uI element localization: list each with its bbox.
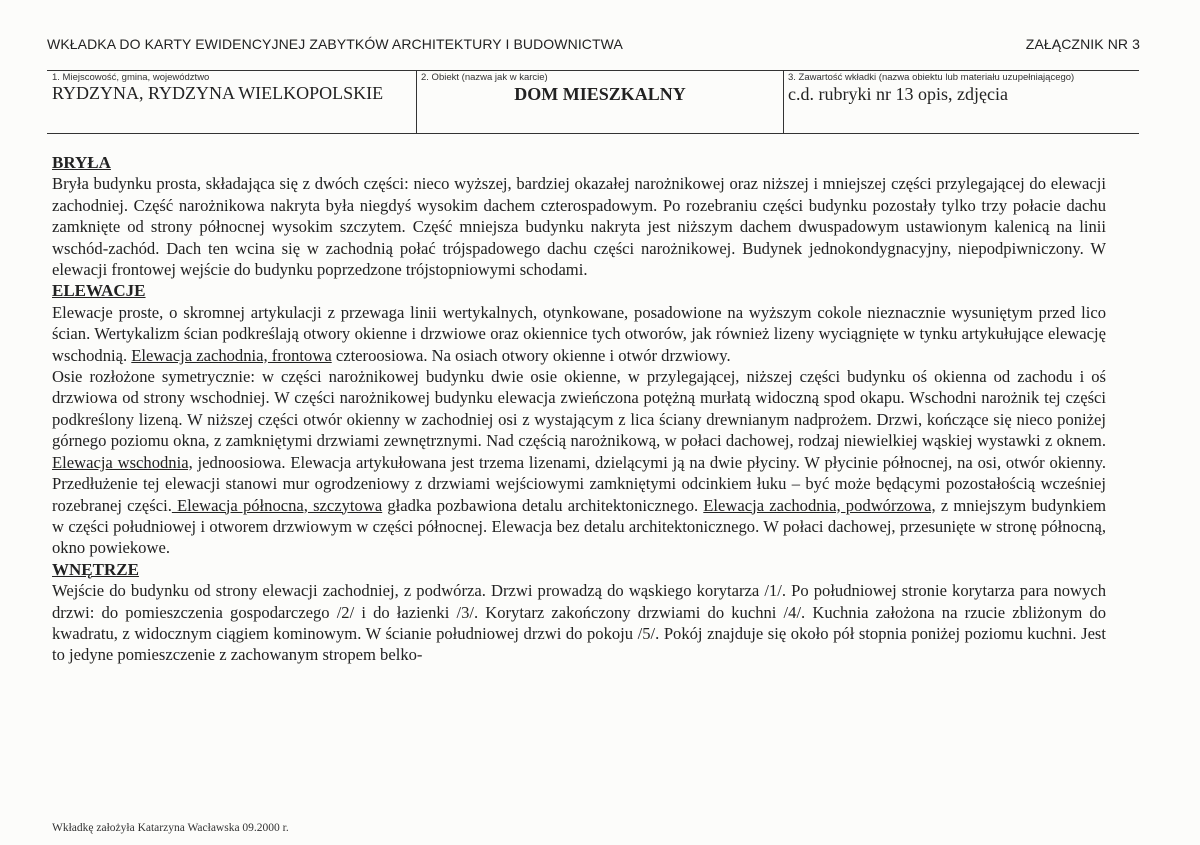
- elewacje-paragraph-2: [52, 366, 1106, 559]
- description-body: [52, 152, 1106, 666]
- underlined-term: Elewacja zachodnia, podwórzowa,: [703, 495, 936, 515]
- elewacje-paragraph-1: [52, 302, 1106, 366]
- content-label: 3. Zawartość wkładki (nazwa obiektu lub materiału uzupełniającego): [788, 72, 1075, 83]
- form-bottom-rule: [47, 133, 1139, 134]
- text-run: jednoosiowa. Elewacja artykułowana jest trzema lizenami, dzielącymi ją na dwie płyciny. W płycinie północnej, na osi, otwór okienny. Przedłużenie tej elewacji stanowi mur ogrodzeniowy z drzwiami wejściowymi zamkniętymi odcinkiem łuku – być może będącymi pozostałością wcześniej rozebranej części.: [52, 452, 1106, 515]
- object-value: DOM MIESZKALNY: [514, 84, 686, 104]
- location-value: RYDZYNA, RYDZYNA WIELKOPOLSKIE: [52, 83, 384, 103]
- text-run: czteroosiowa. Na osiach otwory okienne i otwór drzwiowy.: [331, 345, 731, 365]
- object-field: [421, 72, 779, 105]
- section-heading-elewacje: ELEWACJE: [52, 281, 146, 301]
- location-field: [52, 72, 412, 104]
- text-run: Elewacje proste, o skromnej artykulacji z przewaga linii wertykalnych, otynkowane, posadowione na wyższym cokole nieznacznie wysuniętym przed lico ścian. Wertykalizm ścian podkreślają otwory okienne i drzwiowe oraz okiennice tych otworów, jak również lizeny wyciągnięte w tynku artykułujące elewację wschodnią.: [52, 302, 1106, 365]
- form-divider-2: [783, 71, 784, 133]
- underlined-term: Elewacja zachodnia, frontowa: [131, 345, 332, 365]
- author-footer: Wkładkę założyła Katarzyna Wacławska 09.2000 r.: [52, 822, 289, 834]
- underlined-term: Elewacja wschodnia,: [52, 452, 193, 472]
- underlined-term: Elewacja północna, szczytowa: [171, 495, 383, 515]
- text-run: gładka pozbawiona detalu architektonicznego.: [382, 495, 704, 515]
- document-title: WKŁADKA DO KARTY EWIDENCYJNEJ ZABYTKÓW ARCHITEKTURY I BUDOWNICTWA: [47, 36, 623, 52]
- content-field: [788, 72, 1140, 105]
- location-label: 1. Miejscowość, gmina, województwo: [52, 72, 210, 83]
- form-top-rule: [47, 70, 1139, 71]
- annex-number: ZAŁĄCZNIK NR 3: [1025, 36, 1140, 52]
- form-divider-1: [416, 71, 417, 133]
- text-run: Osie rozłożone symetrycznie: w części narożnikowej budynku dwie osie okienne, w przylegającej, niższej części budynku oś okienna od zachodu i oś drzwiowa od strony wschodniej. W części narożnikowej budynku elewacja zwieńczona potężną murłatą widoczną spod okapu. Wschodni narożnik tej części podkreślony lizeną. W niższej części otwór okienny w zachodniej osi z wystającym z lica ściany drewnianym nadprożem. Drzwi, kończące się nieco poniżej górnego poziomu okna, z zamkniętymi drzwiami zewnętrznymi. Nad częścią narożnikową, w połaci dachowej, rodzaj niewielkiej wąskiej wystawki z oknem.: [52, 367, 1106, 451]
- section-heading-bryla: BRYŁA: [52, 153, 111, 172]
- text-run: z mniejszym budynkiem w części południowej i otworem drzwiowym w części północnej. Elewacja bez detalu architektonicznego. W połaci dachowej, przesunięte w stronę północną, okno powiekowe.: [52, 495, 1106, 558]
- bryla-paragraph: Bryła budynku prosta, składająca się z dwóch części: nieco wyższej, bardziej okazałej narożnikowej oraz niższej i mniejszej części przylegającej do elewacji zachodniej. Część narożnikowa nakryta była niegdyś wysokim dachem czterospadowym. Po rozebraniu części budynku pozostały tylko trzy połacie dachu zamknięte od strony północnej wysokim szczytem. Część mniejsza budynku nakryta jest niższym dachem dwuspadowym ustawionym kalenicą na linii wschód-zachód. Dach ten wcina się w zachodnią połać trójspadowego dachu części narożnikowej. Budynek jednokondygnacyjny, niepodpiwniczony. W elewacji frontowej wejście do budynku poprzedzone trójstopniowymi schodami.: [52, 174, 1106, 280]
- wnetrze-paragraph: Wejście do budynku od strony elewacji zachodniej, z podwórza. Drzwi prowadzą do wąskiego korytarza /1/. Po południowej stronie korytarza para nowych drzwi: do pomieszczenia gospodarczego /2/ i do łazienki /3/. Korytarz zakończony drzwiami do kuchni /4/. Kuchnia założona na rzucie zbliżonym do kwadratu, z widocznym ciągiem kominowym. W ścianie południowej drzwi do pokoju /5/. Pokój znajduje się około pół stopnia poniżej poziomu kuchni. Jest to jedyne pomieszczenie z zachowanym stropem belko-: [52, 581, 1106, 665]
- object-label: 2. Obiekt (nazwa jak w karcie): [421, 72, 548, 83]
- section-heading-wnetrze: WNĘTRZE: [52, 559, 139, 579]
- content-value: c.d. rubryki nr 13 opis, zdjęcia: [788, 84, 1008, 104]
